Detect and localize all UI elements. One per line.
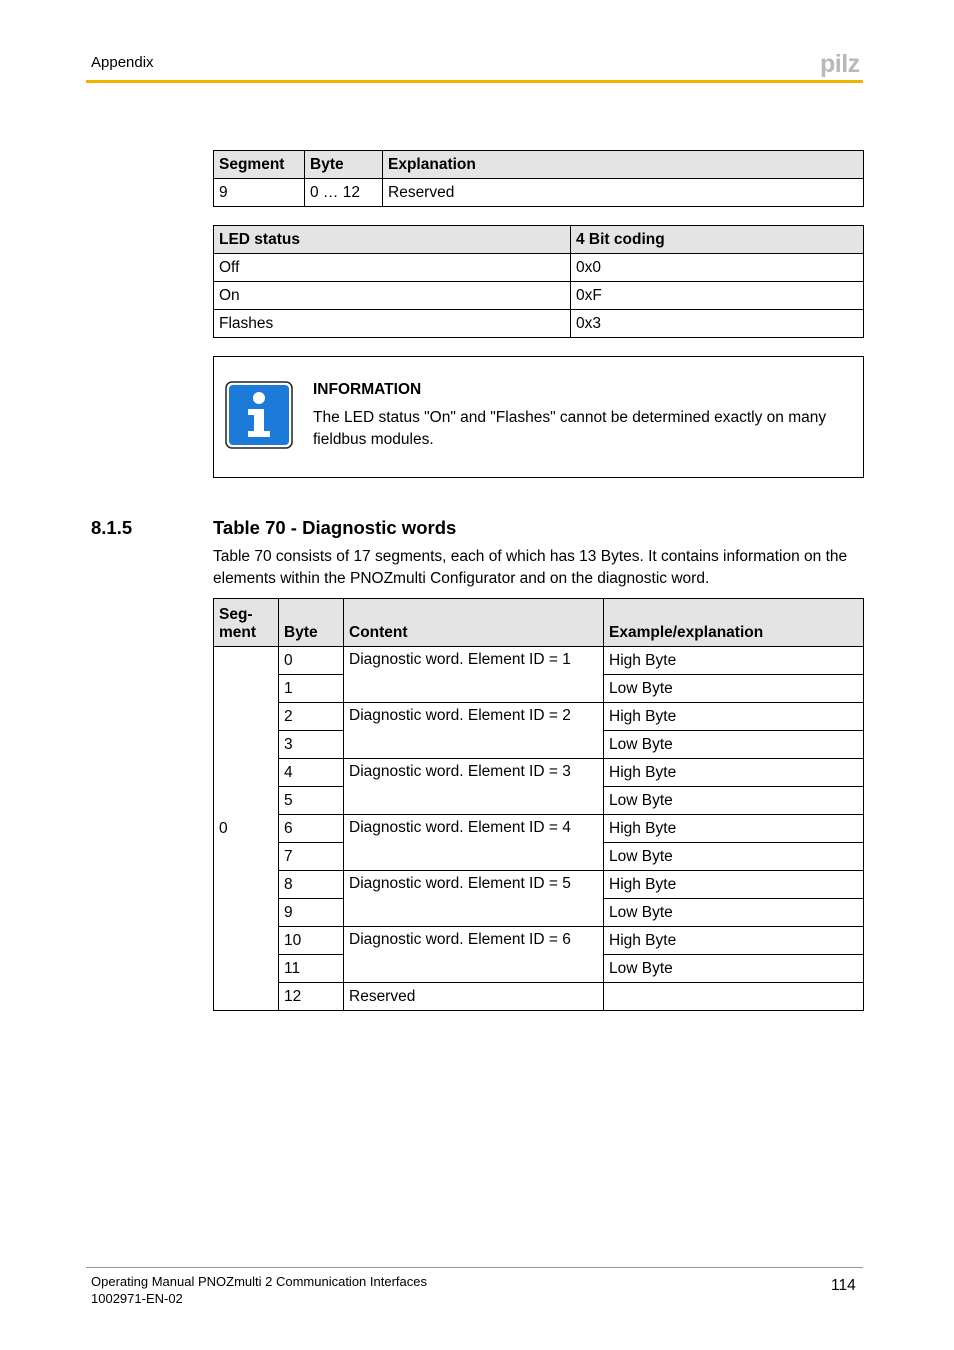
table-row	[214, 815, 864, 843]
byte-cell: 6	[279, 815, 344, 843]
footer-manual-title: Operating Manual PNOZmulti 2 Communication Interfaces	[91, 1274, 427, 1289]
content-cell: Diagnostic word. Element ID = 3	[344, 759, 604, 815]
coding-cell: 0x3	[571, 310, 864, 338]
section-title: Table 70 - Diagnostic words	[213, 517, 457, 538]
header-cell: 4 Bit coding	[571, 226, 864, 254]
byte-cell: 12	[279, 983, 344, 1011]
example-cell: High Byte	[604, 871, 864, 899]
byte-cell: 3	[279, 731, 344, 759]
coding-cell: 0xF	[571, 282, 864, 310]
example-cell: Low Byte	[604, 675, 864, 703]
example-cell: High Byte	[604, 815, 864, 843]
example-cell: Low Byte	[604, 843, 864, 871]
information-title: INFORMATION	[313, 381, 422, 398]
diagnostic-words-table	[213, 598, 864, 1011]
information-box	[213, 356, 864, 478]
segment-cell: 9	[214, 179, 305, 207]
table-row	[214, 871, 864, 899]
section-paragraph: Table 70 consists of 17 segments, each of which has 13 Bytes. It contains information on the elements within the PNOZmulti Configurator and on the diagnostic word.	[213, 548, 848, 587]
header-cell: Explanation	[383, 151, 864, 179]
table-header-row	[214, 151, 864, 179]
table-row	[214, 983, 864, 1011]
header-cell: Byte	[305, 151, 383, 179]
byte-cell: 1	[279, 675, 344, 703]
header-cell-example: Example/explanation	[604, 599, 864, 647]
table-row	[214, 703, 864, 731]
content-cell: Diagnostic word. Element ID = 2	[344, 703, 604, 759]
table-row	[214, 282, 864, 310]
example-cell: High Byte	[604, 759, 864, 787]
header-cell-byte: Byte	[279, 599, 344, 647]
example-cell: Low Byte	[604, 787, 864, 815]
footer-info	[91, 1273, 427, 1307]
header-title: Appendix	[91, 54, 154, 71]
example-cell: Low Byte	[604, 899, 864, 927]
example-cell: Low Byte	[604, 955, 864, 983]
example-cell: High Byte	[604, 927, 864, 955]
led-status-table	[213, 225, 864, 338]
table-row	[214, 647, 864, 675]
header-cell: Segment	[214, 151, 305, 179]
section-number: 8.1.5	[91, 517, 133, 538]
led-status-cell: Flashes	[214, 310, 571, 338]
coding-cell: 0x0	[571, 254, 864, 282]
header-cell-segment	[214, 599, 279, 647]
example-cell: High Byte	[604, 703, 864, 731]
header-segment-line1: Seg-	[219, 606, 253, 623]
byte-cell: 10	[279, 927, 344, 955]
header-cell-content: Content	[344, 599, 604, 647]
byte-cell: 11	[279, 955, 344, 983]
led-status-cell: On	[214, 282, 571, 310]
information-text: The LED status "On" and "Flashes" cannot be determined exactly on many fieldbus modules.	[313, 409, 827, 448]
byte-cell: 0	[279, 647, 344, 675]
table-header-row	[214, 226, 864, 254]
footer-doc-number: 1002971-EN-02	[91, 1291, 183, 1306]
header-rule	[86, 80, 863, 83]
table-row	[214, 927, 864, 955]
table-row	[214, 179, 864, 207]
example-cell: Low Byte	[604, 731, 864, 759]
byte-cell: 2	[279, 703, 344, 731]
table-header-row	[214, 599, 864, 647]
page-number: 114	[831, 1277, 856, 1294]
byte-cell: 8	[279, 871, 344, 899]
explanation-cell: Reserved	[383, 179, 864, 207]
byte-cell: 4	[279, 759, 344, 787]
example-cell: High Byte	[604, 647, 864, 675]
header-segment-line2: ment	[219, 624, 257, 641]
table-row	[214, 759, 864, 787]
information-icon	[225, 381, 293, 449]
content-cell: Diagnostic word. Element ID = 5	[344, 871, 604, 927]
table-row	[214, 254, 864, 282]
byte-cell: 9	[279, 899, 344, 927]
content-cell: Diagnostic word. Element ID = 1	[344, 647, 604, 703]
content-cell: Diagnostic word. Element ID = 6	[344, 927, 604, 983]
content-cell: Reserved	[344, 983, 604, 1011]
byte-cell: 0 … 12	[305, 179, 383, 207]
pilz-logo: pilz	[820, 50, 860, 78]
table-row	[214, 310, 864, 338]
content-cell: Diagnostic word. Element ID = 4	[344, 815, 604, 871]
byte-cell: 5	[279, 787, 344, 815]
byte-cell: 7	[279, 843, 344, 871]
segment-table	[213, 150, 864, 207]
header-cell: LED status	[214, 226, 571, 254]
led-status-cell: Off	[214, 254, 571, 282]
segment-cell: 0	[214, 647, 279, 1011]
example-cell	[604, 983, 864, 1011]
footer-rule	[86, 1267, 863, 1268]
